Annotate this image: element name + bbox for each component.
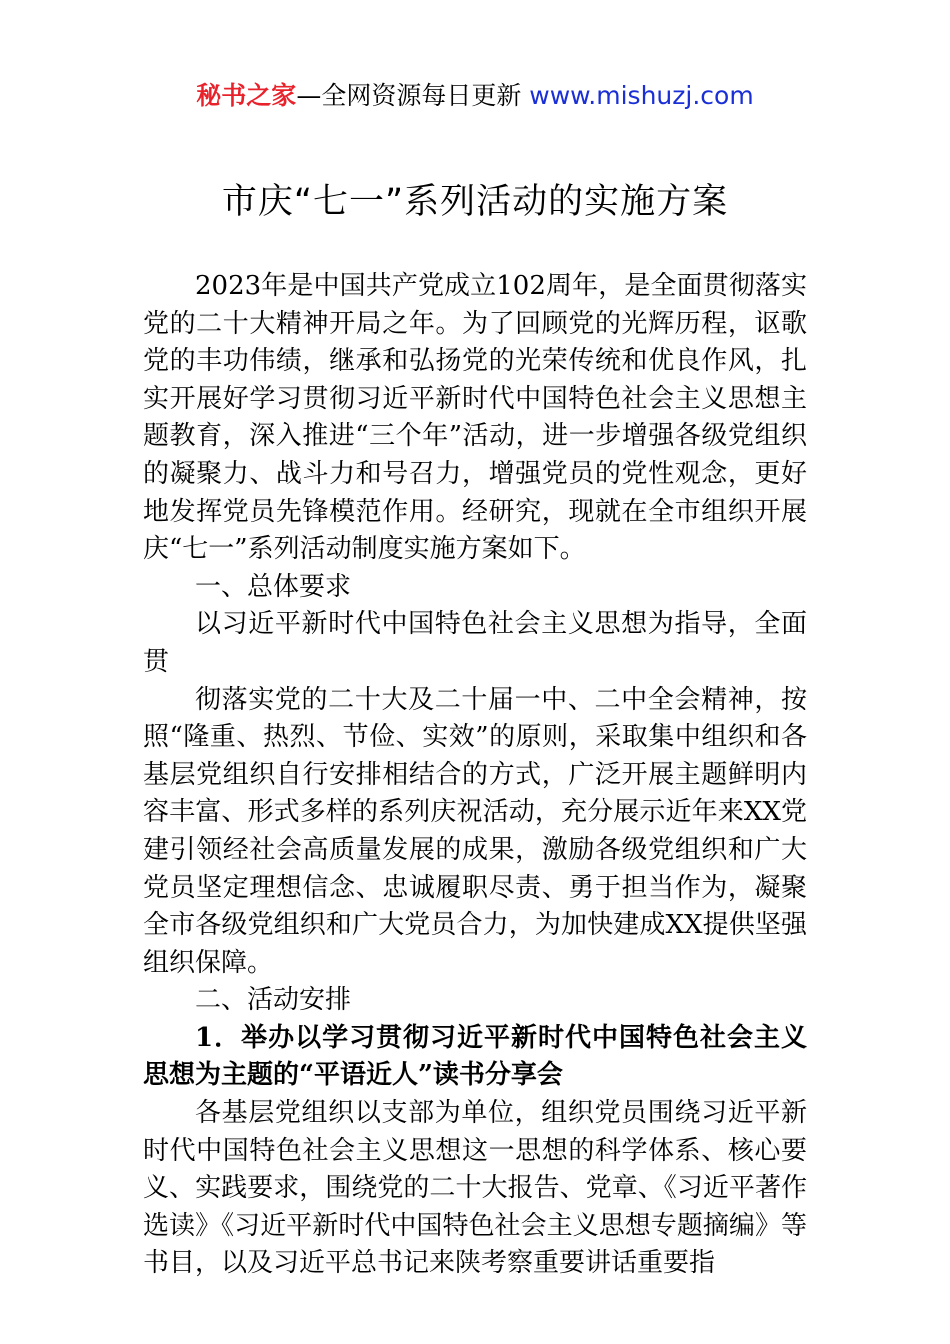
section-heading-activity-arrangements: 二、活动安排 xyxy=(195,985,352,1016)
document-body xyxy=(143,268,807,1283)
site-brand: 秘书之家 xyxy=(196,81,297,110)
subheading-reading-session: 1．举办以学习贯彻习近平新时代中国特色社会主义思想为主题的“平语近人”读书分享会 xyxy=(143,1022,807,1091)
body-paragraph: 以习近平新时代中国特色社会主义思想为指导，全面贯 xyxy=(143,609,807,677)
site-header xyxy=(0,78,950,114)
body-paragraph: 各基层党组织以支部为单位，组织党员围绕习近平新时代中国特色社会主义思想这一思想的科学体系、核心要义、实践要求，围绕党的二十大报告、党章、《习近平著作选读》《习近平新时代中国特色社会主义思想专题摘编》等书目，以及习近平总书记来陕考察重要讲话重要指 xyxy=(143,1098,807,1279)
body-paragraph: 彻落实党的二十大及二十届一中、二中全会精神，按照“隆重、热烈、节俭、实效”的原则，采取集中组织和各基层党组织自行安排相结合的方式，广泛开展主题鲜明内容丰富、形式多样的系列庆祝活动，充分展示近年来XX党建引领经社会高质量发展的成果，激励各级党组织和广大党员坚定理想信念、忠诚履职尽责、勇于担当作为，凝聚全市各级党组织和广大党员合力，为加快建成XX提供坚强组织保障。 xyxy=(143,684,807,978)
section-heading-general-requirements: 一、总体要求 xyxy=(195,571,352,602)
intro-paragraph: 2023年是中国共产党成立102周年，是全面贯彻落实党的二十大精神开局之年。为了回顾党的光辉历程，讴歌党的丰功伟绩，继承和弘扬党的光荣传统和优良作风，扎实开展好学习贯彻习近平新时代中国特色社会主义思想主题教育，深入推进“三个年”活动，进一步增强各级党组织的凝聚力、战斗力和号召力，增强党员的党性观念，更好地发挥党员先锋模范作用。经研究，现就在全市组织开展庆“七一”系列活动制度实施方案如下。 xyxy=(143,271,807,565)
site-tagline: —全网资源每日更新 xyxy=(296,81,530,110)
document-title: 市庆“七一”系列活动的实施方案 xyxy=(221,182,729,222)
site-url-link[interactable]: www.mishuzj.com xyxy=(529,81,754,110)
